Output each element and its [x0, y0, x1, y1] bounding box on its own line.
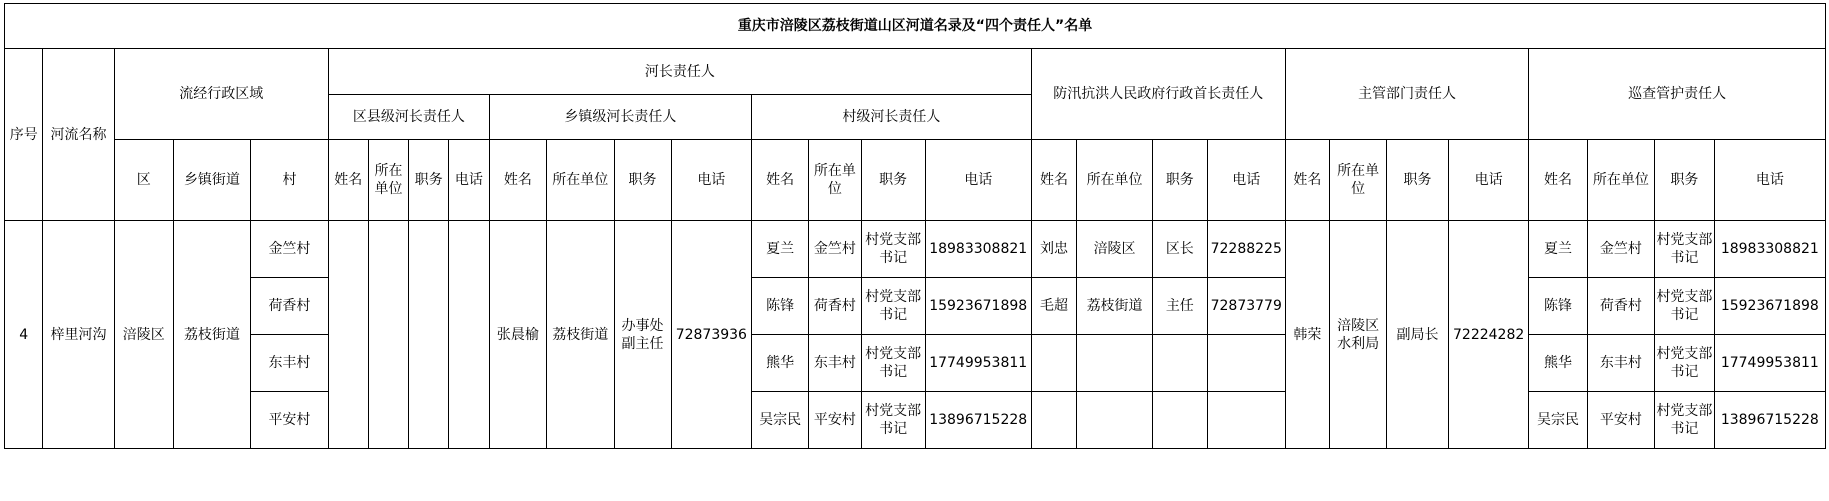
header-unit: 所在单位 — [1330, 140, 1387, 221]
cell-village-chief-name: 吴宗民 — [752, 392, 809, 449]
cell-village-chief-unit: 荷香村 — [809, 278, 861, 335]
header-name: 姓名 — [1031, 140, 1076, 221]
table-title: 重庆市涪陵区荔枝街道山区河道名录及“四个责任人”名单 — [5, 4, 1826, 49]
header-town-level: 乡镇级河长责任人 — [489, 95, 751, 140]
header-name: 姓名 — [1285, 140, 1329, 221]
cell-flood-unit: 荔枝街道 — [1077, 278, 1153, 335]
cell-town-chief-phone: 72873936 — [671, 221, 751, 449]
cell-village-chief-post: 村党支部书记 — [861, 335, 925, 392]
cell-flood-post — [1152, 335, 1207, 392]
cell-patrol-post: 村党支部书记 — [1655, 392, 1714, 449]
header-village-level: 村级河长责任人 — [752, 95, 1032, 140]
cell-village-chief-post: 村党支部书记 — [861, 392, 925, 449]
cell-patrol-name: 陈锋 — [1529, 278, 1587, 335]
cell-flood-unit: 涪陵区 — [1077, 221, 1153, 278]
cell-village-chief-phone: 17749953811 — [925, 335, 1031, 392]
cell-county-post — [409, 221, 449, 449]
cell-flood-unit — [1077, 392, 1153, 449]
cell-flood-post: 主任 — [1152, 278, 1207, 335]
cell-patrol-post: 村党支部书记 — [1655, 278, 1714, 335]
cell-flood-name — [1031, 392, 1076, 449]
cell-village-chief-phone: 13896715228 — [925, 392, 1031, 449]
cell-flood-phone: 72288225 — [1207, 221, 1285, 278]
cell-village: 平安村 — [250, 392, 328, 449]
header-phone: 电话 — [671, 140, 751, 221]
header-post: 职务 — [1152, 140, 1207, 221]
cell-county-unit — [368, 221, 409, 449]
header-phone: 电话 — [1714, 140, 1825, 221]
cell-village-chief-unit: 平安村 — [809, 392, 861, 449]
cell-village: 金竺村 — [250, 221, 328, 278]
header-name: 姓名 — [752, 140, 809, 221]
header-region: 流经行政区域 — [114, 49, 328, 140]
header-village: 村 — [250, 140, 328, 221]
cell-river-name: 梓里河沟 — [43, 221, 114, 449]
header-seq: 序号 — [5, 49, 43, 221]
header-unit: 所在单位 — [546, 140, 614, 221]
header-flood-control: 防汛抗洪人民政府行政首长责任人 — [1031, 49, 1285, 140]
cell-patrol-unit: 金竺村 — [1587, 221, 1655, 278]
header-district: 区 — [114, 140, 173, 221]
header-unit: 所在单位 — [1587, 140, 1655, 221]
cell-patrol-phone: 18983308821 — [1714, 221, 1825, 278]
header-post: 职务 — [1387, 140, 1449, 221]
header-river-chief: 河长责任人 — [328, 49, 1031, 95]
header-unit: 所在单位 — [809, 140, 861, 221]
cell-village-chief-phone: 15923671898 — [925, 278, 1031, 335]
cell-dept-unit: 涪陵区水利局 — [1330, 221, 1387, 449]
header-town: 乡镇街道 — [173, 140, 250, 221]
header-phone: 电话 — [449, 140, 490, 221]
cell-village-chief-name: 陈锋 — [752, 278, 809, 335]
header-unit: 所在单位 — [1077, 140, 1153, 221]
cell-town-chief-name: 张晨榆 — [489, 221, 546, 449]
cell-patrol-name: 夏兰 — [1529, 221, 1587, 278]
cell-county-phone — [449, 221, 490, 449]
header-name: 姓名 — [1529, 140, 1587, 221]
cell-patrol-phone: 13896715228 — [1714, 392, 1825, 449]
cell-flood-unit — [1077, 335, 1153, 392]
cell-patrol-unit: 荷香村 — [1587, 278, 1655, 335]
cell-county-name — [328, 221, 368, 449]
cell-town-chief-post: 办事处副主任 — [614, 221, 671, 449]
cell-flood-name: 毛超 — [1031, 278, 1076, 335]
header-post: 职务 — [614, 140, 671, 221]
cell-patrol-post: 村党支部书记 — [1655, 221, 1714, 278]
cell-patrol-phone: 17749953811 — [1714, 335, 1825, 392]
header-post: 职务 — [1655, 140, 1714, 221]
cell-patrol-unit: 平安村 — [1587, 392, 1655, 449]
header-phone: 电话 — [1448, 140, 1528, 221]
cell-village-chief-name: 夏兰 — [752, 221, 809, 278]
header-name: 姓名 — [328, 140, 368, 221]
cell-flood-phone — [1207, 335, 1285, 392]
cell-flood-name: 刘忠 — [1031, 221, 1076, 278]
cell-village-chief-post: 村党支部书记 — [861, 278, 925, 335]
cell-dept-phone: 72224282 — [1448, 221, 1528, 449]
header-county-level: 区县级河长责任人 — [328, 95, 489, 140]
cell-village: 荷香村 — [250, 278, 328, 335]
cell-village-chief-post: 村党支部书记 — [861, 221, 925, 278]
header-unit: 所在单位 — [368, 140, 409, 221]
header-dept: 主管部门责任人 — [1285, 49, 1529, 140]
header-patrol: 巡查管护责任人 — [1529, 49, 1826, 140]
cell-patrol-post: 村党支部书记 — [1655, 335, 1714, 392]
cell-town-chief-unit: 荔枝街道 — [546, 221, 614, 449]
cell-flood-post — [1152, 392, 1207, 449]
cell-seq: 4 — [5, 221, 43, 449]
cell-flood-post: 区长 — [1152, 221, 1207, 278]
header-post: 职务 — [409, 140, 449, 221]
cell-village-chief-name: 熊华 — [752, 335, 809, 392]
cell-village-chief-phone: 18983308821 — [925, 221, 1031, 278]
cell-village-chief-unit: 东丰村 — [809, 335, 861, 392]
cell-district: 涪陵区 — [114, 221, 173, 449]
river-responsibility-table — [4, 3, 1826, 449]
header-phone: 电话 — [1207, 140, 1285, 221]
cell-dept-post: 副局长 — [1387, 221, 1449, 449]
cell-flood-phone: 72873779 — [1207, 278, 1285, 335]
header-post: 职务 — [861, 140, 925, 221]
cell-village-chief-unit: 金竺村 — [809, 221, 861, 278]
cell-patrol-name: 熊华 — [1529, 335, 1587, 392]
header-name: 姓名 — [489, 140, 546, 221]
cell-patrol-phone: 15923671898 — [1714, 278, 1825, 335]
cell-dept-name: 韩荣 — [1285, 221, 1329, 449]
cell-village: 东丰村 — [250, 335, 328, 392]
cell-flood-phone — [1207, 392, 1285, 449]
cell-patrol-name: 吴宗民 — [1529, 392, 1587, 449]
cell-flood-name — [1031, 335, 1076, 392]
header-phone: 电话 — [925, 140, 1031, 221]
cell-patrol-unit: 东丰村 — [1587, 335, 1655, 392]
header-river-name: 河流名称 — [43, 49, 114, 221]
cell-town: 荔枝街道 — [173, 221, 250, 449]
